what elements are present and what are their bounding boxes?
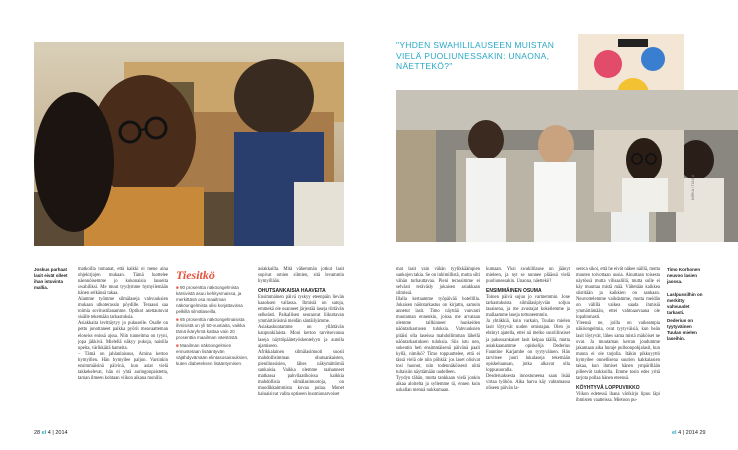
fact-box-title: Tiesitkö [176, 268, 215, 282]
article-text: Toinen päivä sujuu jo varmemmin. Jone tarkastuksista silmälasipiyviän soljuu tasaisena, ja me avustajat kokeilemme ja mallaamme laseja tottuneemmin. Ja yhtäkkiä, kuin varkain, Tuulan mielen lasit löytyvät uuden omistajan. Olen jo ehtinyt ajatella, ettei nä melko suuriilinsiset ja paksusankaiset lasit kelpaa täällä, mutta asiakkaanamme opiskelija Dederius Fauntine Karjambe on tyytyväinen. Hän tarvitsee juuri lukulaseja tekemään opiskeluansan, jotka alkavat olla loppusuoralla. Desderuaksesta innostuneena saan lisää virtaa työhön. Aika harva käy vahtamassa oliseen päivän la- [486, 295, 570, 391]
pull-quote: "YHDEN SWAHILILAUSEEN MUISTAN VIELÄ PUOLIUNESSAKIN: UNAONA, NÄETTEKÖ?" [396, 40, 555, 71]
article-text: sereca sikoi, että he eivät näkee näillä, mutta muuten toivottaan uusia. Ainuttaan toisesta näytössä mutta vilisaaliilä, mutta sulle ei käy muuttaa mistä mää. Vältetään kaikkea siistitään ja kaikkien on sankaan. Neuvottelemme vaihdamme, mutta meidän on välillä vaikea saada ihmisiä ymmärtämään, ettei vahtoaarvaana ole lopaltomasti. Yleensä ne, joilla on vaikeampia näköongelmia, ovat tyytyväisiä, kun heän lasit löytyvät, lähes sama mistä mäköiset ne ovat. Ja muutaman kerran joudumme jakamaan aika huraje pulloonpohjalasit, kun muuta ei ole tarjolla. Itäkin pikkuyyttö hymyilee onnellisena suurien kakkalasien takaa, kun ihmiset hänen ympärillään pilleevät tarkkoilla. Emme tosin edes yritä tarjota pollaa hänen eteensä. [576, 267, 660, 381]
article-text: matkoilla tomanat, että kaikki ei mene aina ohjekirjojen mukaan. Tämä luottelee näennöisemme jo kokonaisia lauseita swahiliksi. Me muut tyydymme hymyilemään hänen selkänsä takaa. Alamme työmme silmälaseja vahvuuksien mukaan ulkoterassin pöydille. Teraassi saa toimia sovitustilanamme. Optikot asettautuvat sisälle tekemään tarkastuksia. Asiakkaita levittäytyy jo pukuselle. Osalle on pettu jonottaneet paikka pyörii meavaatteman eloseiss enissä ajssa. Niin tunneitma on tyyni, jopa jäkkivä. Mielellä näkyy pukuja, naisilla upeita, värikkäitä hameita. – Tämä on jahlanlaisuus, Arnina kertoo hymyillen. Hän hymyilee paljon. Varsinkin ensimmäisinä päivinä, kun asiat vielä takkekelevat, hän ei yhtä auringonpaistetta, tarnan ilmeen kohtaan viikon aikana monilla [78, 267, 168, 381]
magazine-label: el [41, 430, 47, 436]
fact-item [176, 285, 254, 315]
photo-girl-with-glasses [34, 42, 344, 246]
article-text: Viikon edetessä ihana värikirjo lipuu läpi ihmisten vaatteissa. Mietoon pu- [576, 391, 660, 403]
article-column-6 [576, 267, 660, 404]
page-folio-right [672, 430, 706, 436]
photo-caption: Dederius on tyytyväinen Tuulan mielen laseihin. [667, 318, 697, 341]
photo-caption: Timo Korhonen neuvoo lasien jaossa. [667, 267, 701, 284]
article-text: asiakkailla. Mitä vähemmän jotkut lasit sopivat omien silmien, sitä levammin hymyillään. [258, 267, 344, 285]
page-number: 29 [699, 430, 706, 436]
fact-item [176, 317, 254, 341]
fact-box [176, 268, 254, 367]
photo-caption: Joskus parhaat lasit eivät olleet ihan istuvinta mallia. [34, 267, 68, 290]
page-folio-left [34, 430, 68, 436]
article-text: Ensimmäinen päivä ryskyy eteenpäin lievän kaaoksen vallassa. Ihmisiä on satoja, emmekä ole osanneet järjestää laseja riittävän selkeästi. Paikallisen seuraavat liikuttavan ymmärtäväsinä meidän säntäilyämme. Asiakaskuntamme on yllättävän kaupunkilaista. Moni kertoo tarvitsevansa laseja näyttöpäätetyöskentelyyn ja autolla ajamiseen. Afrikkalainen silmälasimuoti suosii mahdollisimman ohutsankaisten, pienilinssisien, lähes näkymättömiä sankaisia. Vaikka olemme raahanneet matkassa pahvilaatikoissa kaikkia mahdollisia silmälasimuotoja, on muodikkaimmista kovaa pulaa. Monet haluaisivat valita optiseen huomionarvoiset [258, 295, 344, 397]
issue-number: 4 | 2014 [47, 430, 68, 436]
photo-dederius [594, 130, 684, 212]
article-column-4 [396, 267, 480, 394]
photo-glasses-distribution [396, 90, 738, 242]
bullet-icon: ■ [176, 285, 179, 290]
fact-item [176, 343, 254, 367]
page-number: 28 [34, 430, 41, 436]
fact-item-text: 90 prosenttia näköongelmista kärsivistä asuu kehitysmaissa, ja merkittävä osa maailman näköongelmista olisi korjattavissa pelkillä silmälaseilla. [176, 285, 243, 314]
fact-item-text: Maailman näköongelmien ennustetaan lisääntyvän väjähdyvämään elintasosairauksien, kuten diabeteksen lisääntymisen. [176, 343, 249, 366]
subheading: OHUTSANKAISIA HAAVEITA [258, 288, 326, 295]
issue-number: 4 | 2014 [678, 430, 698, 436]
magazine-label: el [672, 430, 677, 436]
photo-caption: Laslpussilhin on merkitty vahvuudet tarkasti. [667, 292, 703, 315]
article-column-5 [486, 267, 570, 392]
subheading: ENSIMMÄINEN OSUMA [486, 288, 542, 295]
subheading: KÖYHTYVÄ LOPPUVIIKKO [576, 384, 640, 391]
article-text: kumaan. Yksi swahililause on jäänyt mieleen, ja nyt se nunnee pläässä vielä puoliunessakin. Unaona, näettekö? [486, 267, 570, 285]
article-column-3 [258, 267, 344, 398]
photo-credit: MIRKA / TUULA [691, 174, 695, 200]
article-text: mat lasit vain vähän tyylikkäämpien sankojen takia. Se on inhimillistä, mutta silti vähän turhauttavaa. Pieni terassimme ei selvästi teräväsly jokaisen asiakkaan silmissä. Illalla kertaamme työpäivää hotellilla. Jokaisen näöntarkastus on kirjattu, samoin annetut lasit. Timo näyttää vanvasti muutaman ennenkin, joissa me arvataan olemme tallkinneet hunkeiden näöntarkastusen tuloksia. Vahvuuksien pitäisi olla laseissa mahdollimman lähellä näöntarkastuksen tuloksia. Siis istu nen, sokeutin heti ensimmäisenä päivänä paali kyllä, nimikö? Timo toppuuttelee, että ei tässä vielä ole niin pöhkiä: jos laset olisivat tosi huonot, niin todennäköisesti niitä tultaisiin näyttämään uudelleen. Tyydyn tähän, mutta tankkaan vielä jonkin aikaa aloitelta ja syllemme tä, ennen kuin uskallan mennä nukkumaan. [396, 267, 480, 393]
fact-item-text: 65 prosenttia näköongelmaisista ihmisistä on yli 50-vuotiaita, vaikka tämä ikäryhmä kattaa vain 20 prosenttia maailman väestöstä. [176, 317, 246, 340]
bullet-icon: ■ [176, 317, 179, 322]
bullet-icon: ■ [176, 343, 179, 348]
article-column-1 [78, 267, 168, 382]
